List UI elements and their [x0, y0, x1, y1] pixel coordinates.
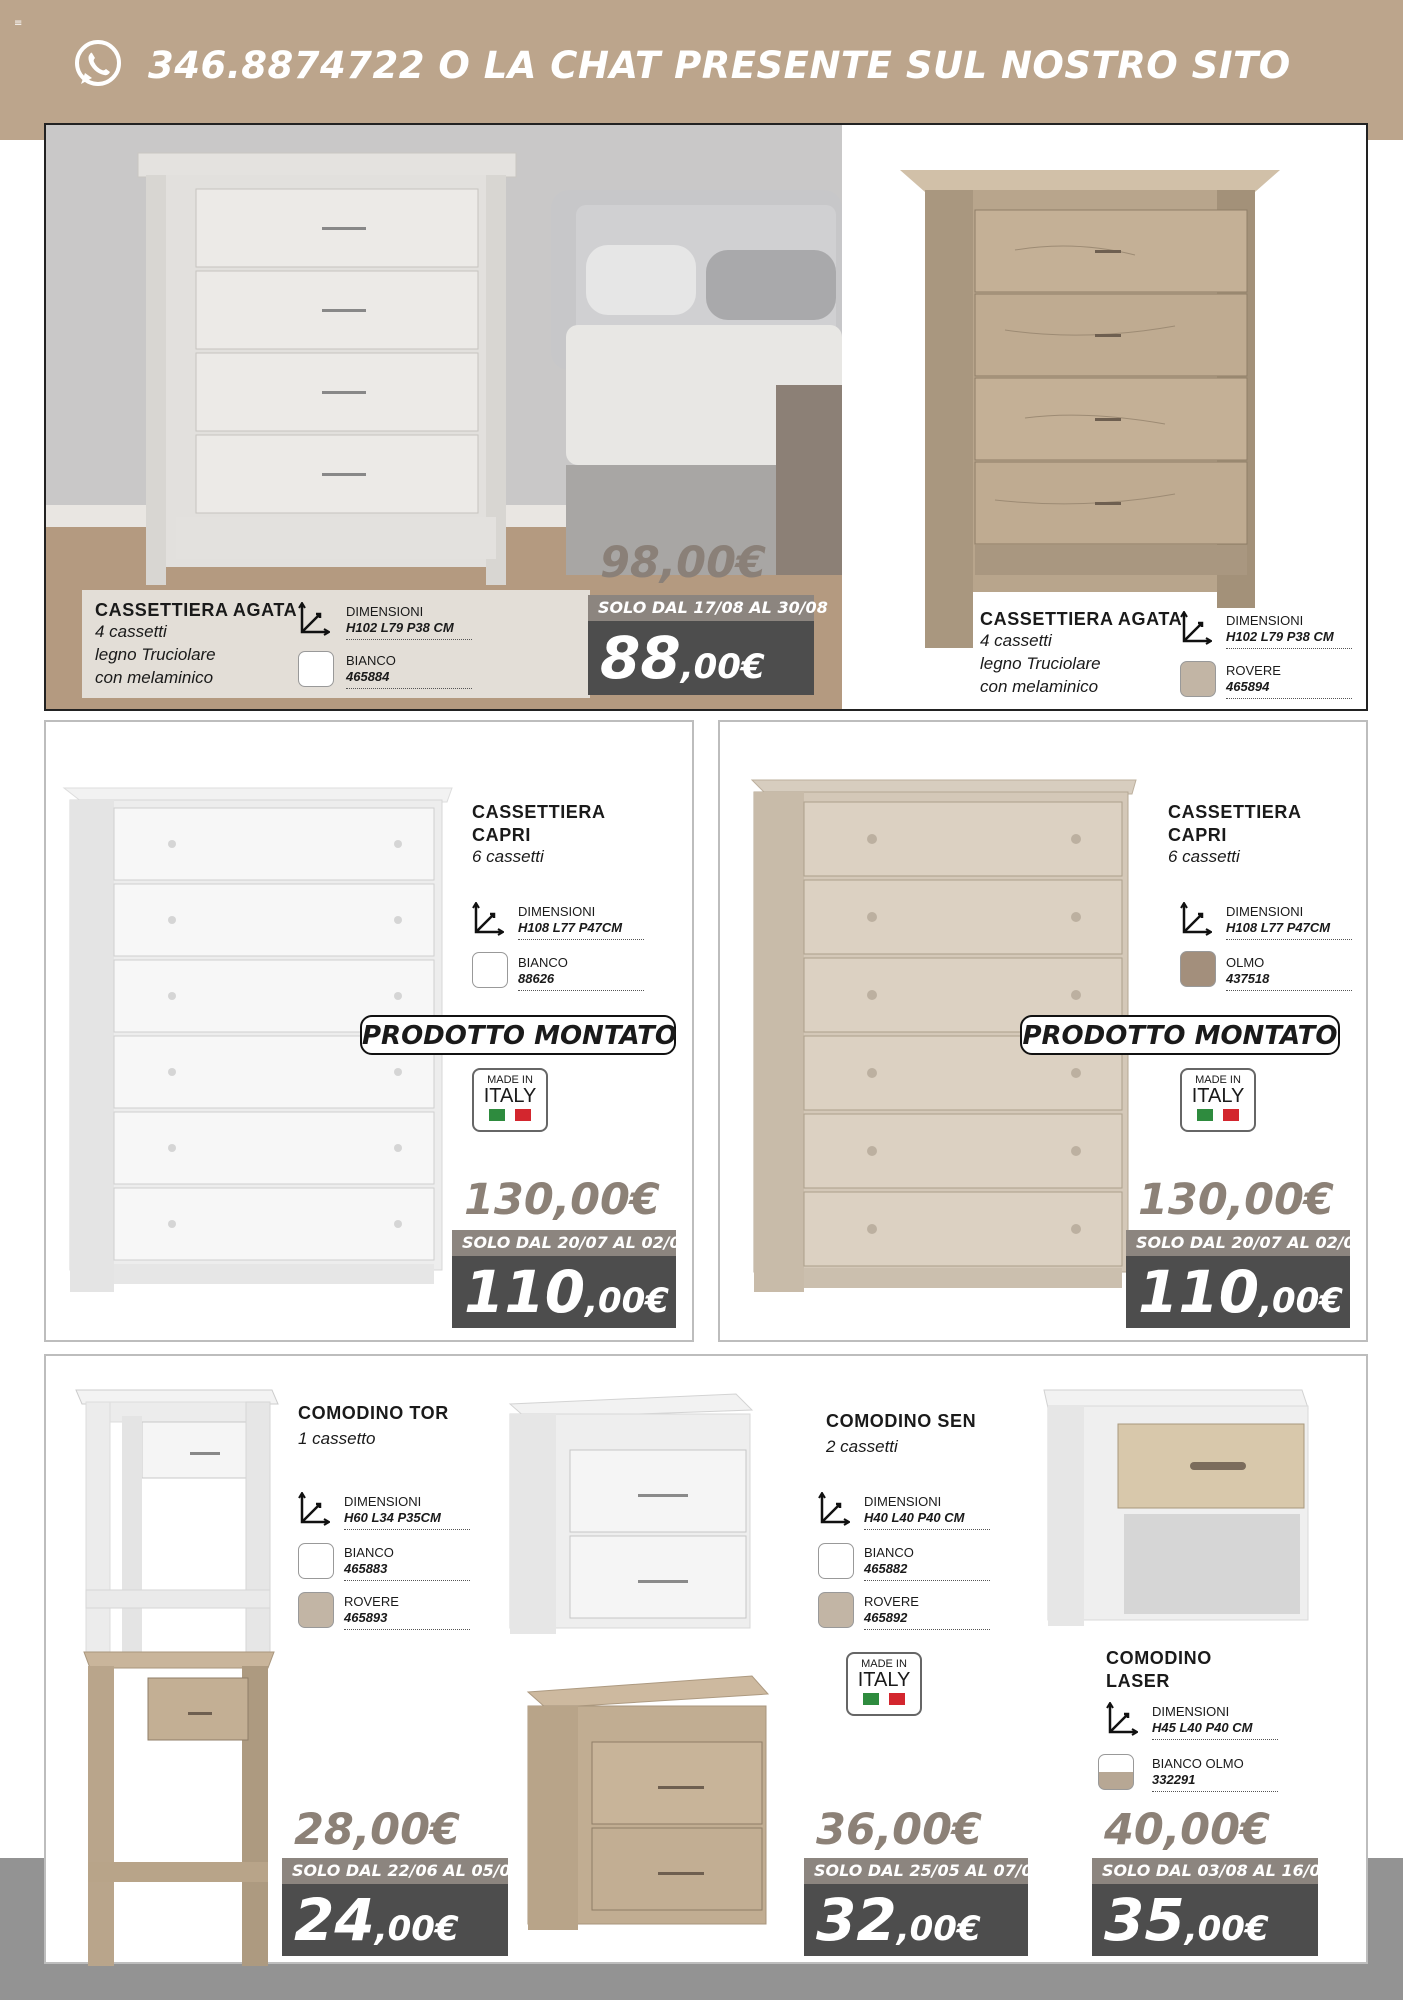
italy-text: ITALY	[483, 1085, 537, 1107]
divider	[1152, 1791, 1278, 1792]
italy-flag-icon	[474, 1109, 546, 1121]
laser-dim-label: DIMENSIONI	[1152, 1704, 1230, 1719]
tor-promo-dates: SOLO DAL 22/06 AL 05/07	[282, 1858, 508, 1884]
tor-code-2: 465893	[344, 1610, 388, 1625]
agata-white-color: BIANCO	[346, 653, 396, 668]
sen-oak-photo	[522, 1672, 772, 1930]
capri-olmo-code: 437518	[1226, 971, 1270, 986]
capri-olmo-desc: 6 cassetti	[1168, 847, 1240, 866]
made-in-italy-badge	[1180, 1068, 1256, 1132]
agata-white-desc-2: legno Truciolare	[95, 645, 216, 664]
dimension-arrow-icon	[298, 602, 330, 636]
price-decimal: ,00€	[896, 1909, 981, 1949]
dimension-arrow-icon	[1180, 902, 1212, 936]
laser-code: 332291	[1152, 1772, 1196, 1787]
tor-oak-photo	[78, 1648, 278, 1970]
olmo-swatch	[1180, 951, 1216, 987]
price-decimal: ,00€	[680, 647, 765, 687]
header-bar	[0, 0, 1403, 140]
capri-white-dim-label: DIMENSIONI	[518, 904, 596, 919]
capri-white-name-2: CAPRI	[472, 825, 532, 845]
price-decimal: ,00€	[1259, 1281, 1343, 1321]
sen-color-1: BIANCO	[864, 1545, 914, 1560]
agata-white-desc-3: con melaminico	[95, 668, 214, 687]
sen-white-photo	[506, 1390, 756, 1642]
whatsapp-icon	[72, 38, 124, 90]
price-decimal: ,00€	[374, 1909, 459, 1949]
capri-white-dims: H108 L77 P47CM	[518, 920, 623, 935]
tor-code-1: 465883	[344, 1561, 388, 1576]
sen-old-price: 36,00€	[816, 1805, 982, 1855]
bianco-swatch	[818, 1543, 854, 1579]
tor-old-price: 28,00€	[294, 1805, 460, 1855]
sen-dims: H40 L40 P40 CM	[864, 1510, 965, 1525]
price-integer: 32	[816, 1886, 897, 1954]
laser-name-1: COMODINO	[1106, 1648, 1212, 1668]
italy-text: ITALY	[1191, 1085, 1245, 1107]
capri-white-desc: 6 cassetti	[472, 847, 544, 866]
tor-new-price	[282, 1884, 508, 1956]
bianco-olmo-swatch	[1098, 1754, 1134, 1790]
contact-phone-text[interactable]: 346.8874722 O LA CHAT PRESENTE SUL NOSTRO SITO	[148, 44, 1291, 87]
agata-white-desc-1: 4 cassetti	[95, 622, 167, 641]
bianco-swatch	[298, 1543, 334, 1579]
divider	[344, 1629, 470, 1630]
laser-new-price	[1092, 1884, 1318, 1956]
divider	[1226, 698, 1352, 699]
sen-code-2: 465892	[864, 1610, 908, 1625]
agata-white-name: CASSETTIERA AGATA	[95, 600, 298, 620]
sen-promo-dates: SOLO DAL 25/05 AL 07/06	[804, 1858, 1028, 1884]
sen-code-1: 465882	[864, 1561, 908, 1576]
tor-dim-label: DIMENSIONI	[344, 1494, 422, 1509]
agata-white-code: 465884	[346, 669, 390, 684]
divider	[864, 1629, 990, 1630]
tor-dims: H60 L34 P35CM	[344, 1510, 441, 1525]
capri-olmo-dim-label: DIMENSIONI	[1226, 904, 1304, 919]
divider	[518, 990, 644, 991]
price-integer: 88	[600, 624, 681, 692]
capri-olmo-old-price: 130,00€	[1138, 1175, 1334, 1225]
laser-promo-dates: SOLO DAL 03/08 AL 16/08	[1092, 1858, 1318, 1884]
dimension-arrow-icon	[1106, 1702, 1138, 1736]
capri-olmo-promo-dates: SOLO DAL 20/07 AL 02/08	[1126, 1230, 1350, 1256]
divider	[346, 688, 472, 689]
laser-old-price: 40,00€	[1104, 1805, 1270, 1855]
sen-color-2: ROVERE	[864, 1594, 919, 1609]
sen-desc: 2 cassetti	[826, 1437, 898, 1456]
agata-promo-dates: SOLO DAL 17/08 AL 30/08	[588, 595, 814, 621]
price-decimal: ,00€	[1184, 1909, 1269, 1949]
capri-white-promo-dates: SOLO DAL 20/07 AL 02/08	[452, 1230, 676, 1256]
divider	[864, 1580, 990, 1581]
divider	[346, 639, 472, 640]
rovere-swatch	[1180, 661, 1216, 697]
divider	[1226, 648, 1352, 649]
tor-white-photo	[72, 1376, 282, 1656]
bianco-swatch	[472, 952, 508, 988]
sen-new-price	[804, 1884, 1028, 1956]
made-in-text: MADE IN	[861, 1658, 907, 1670]
agata-white-dim-label: DIMENSIONI	[346, 604, 424, 619]
rovere-swatch	[298, 1592, 334, 1628]
dimension-arrow-icon	[818, 1492, 850, 1526]
capri-olmo-name-1: CASSETTIERA	[1168, 802, 1302, 822]
price-integer: 110	[464, 1258, 586, 1326]
corner-mark: ≡	[14, 18, 23, 29]
price-integer: 24	[294, 1886, 375, 1954]
agata-oak-color: ROVERE	[1226, 663, 1281, 678]
agata-white-dims: H102 L79 P38 CM	[346, 620, 454, 635]
italy-flag-icon	[1182, 1109, 1254, 1121]
agata-oak-code: 465894	[1226, 679, 1270, 694]
made-in-italy-badge	[846, 1652, 922, 1716]
italy-flag-icon	[848, 1693, 920, 1705]
agata-new-price	[588, 621, 814, 695]
tor-color-1: BIANCO	[344, 1545, 394, 1560]
capri-olmo-new-price	[1126, 1256, 1350, 1328]
capri-white-name-1: CASSETTIERA	[472, 802, 606, 822]
capri-white-code: 88626	[518, 971, 555, 986]
agata-oak-dims: H102 L79 P38 CM	[1226, 629, 1334, 644]
montato-badge: PRODOTTO MONTATO	[1020, 1015, 1340, 1055]
laser-dims: H45 L40 P40 CM	[1152, 1720, 1253, 1735]
divider	[1226, 939, 1352, 940]
dimension-arrow-icon	[472, 902, 504, 936]
made-in-text: MADE IN	[487, 1074, 533, 1086]
laser-color: BIANCO OLMO	[1152, 1756, 1244, 1771]
agata-oak-dim-label: DIMENSIONI	[1226, 613, 1304, 628]
dimension-arrow-icon	[298, 1492, 330, 1526]
agata-oak-name: CASSETTIERA AGATA	[980, 609, 1183, 629]
divider	[518, 939, 644, 940]
capri-white-color: BIANCO	[518, 955, 568, 970]
bianco-swatch	[298, 651, 334, 687]
divider	[344, 1580, 470, 1581]
laser-photo	[1040, 1384, 1312, 1626]
divider	[864, 1529, 990, 1530]
tor-color-2: ROVERE	[344, 1594, 399, 1609]
divider	[1152, 1739, 1278, 1740]
capri-white-old-price: 130,00€	[464, 1175, 660, 1225]
agata-oak-photo	[895, 150, 1285, 650]
sen-dim-label: DIMENSIONI	[864, 1494, 942, 1509]
dimension-arrow-icon	[1180, 611, 1212, 645]
agata-oak-desc-2: legno Truciolare	[980, 654, 1101, 673]
made-in-italy-badge	[472, 1068, 548, 1132]
tor-desc: 1 cassetto	[298, 1429, 376, 1448]
agata-oak-desc-1: 4 cassetti	[980, 631, 1052, 650]
agata-oak-desc-3: con melaminico	[980, 677, 1099, 696]
made-in-text: MADE IN	[1195, 1074, 1241, 1086]
laser-name-2: LASER	[1106, 1671, 1171, 1691]
capri-olmo-dims: H108 L77 P47CM	[1226, 920, 1331, 935]
divider	[344, 1529, 470, 1530]
rovere-swatch	[818, 1592, 854, 1628]
price-integer: 35	[1104, 1886, 1185, 1954]
italy-text: ITALY	[857, 1669, 911, 1691]
price-integer: 110	[1138, 1258, 1260, 1326]
montato-badge: PRODOTTO MONTATO	[360, 1015, 676, 1055]
divider	[1226, 990, 1352, 991]
capri-olmo-name-2: CAPRI	[1168, 825, 1228, 845]
capri-olmo-color: OLMO	[1226, 955, 1265, 970]
price-decimal: ,00€	[585, 1281, 669, 1321]
agata-old-price: 98,00€	[600, 538, 766, 588]
capri-white-new-price	[452, 1256, 676, 1328]
tor-name: COMODINO TOR	[298, 1403, 449, 1423]
sen-name: COMODINO SEN	[826, 1411, 977, 1431]
